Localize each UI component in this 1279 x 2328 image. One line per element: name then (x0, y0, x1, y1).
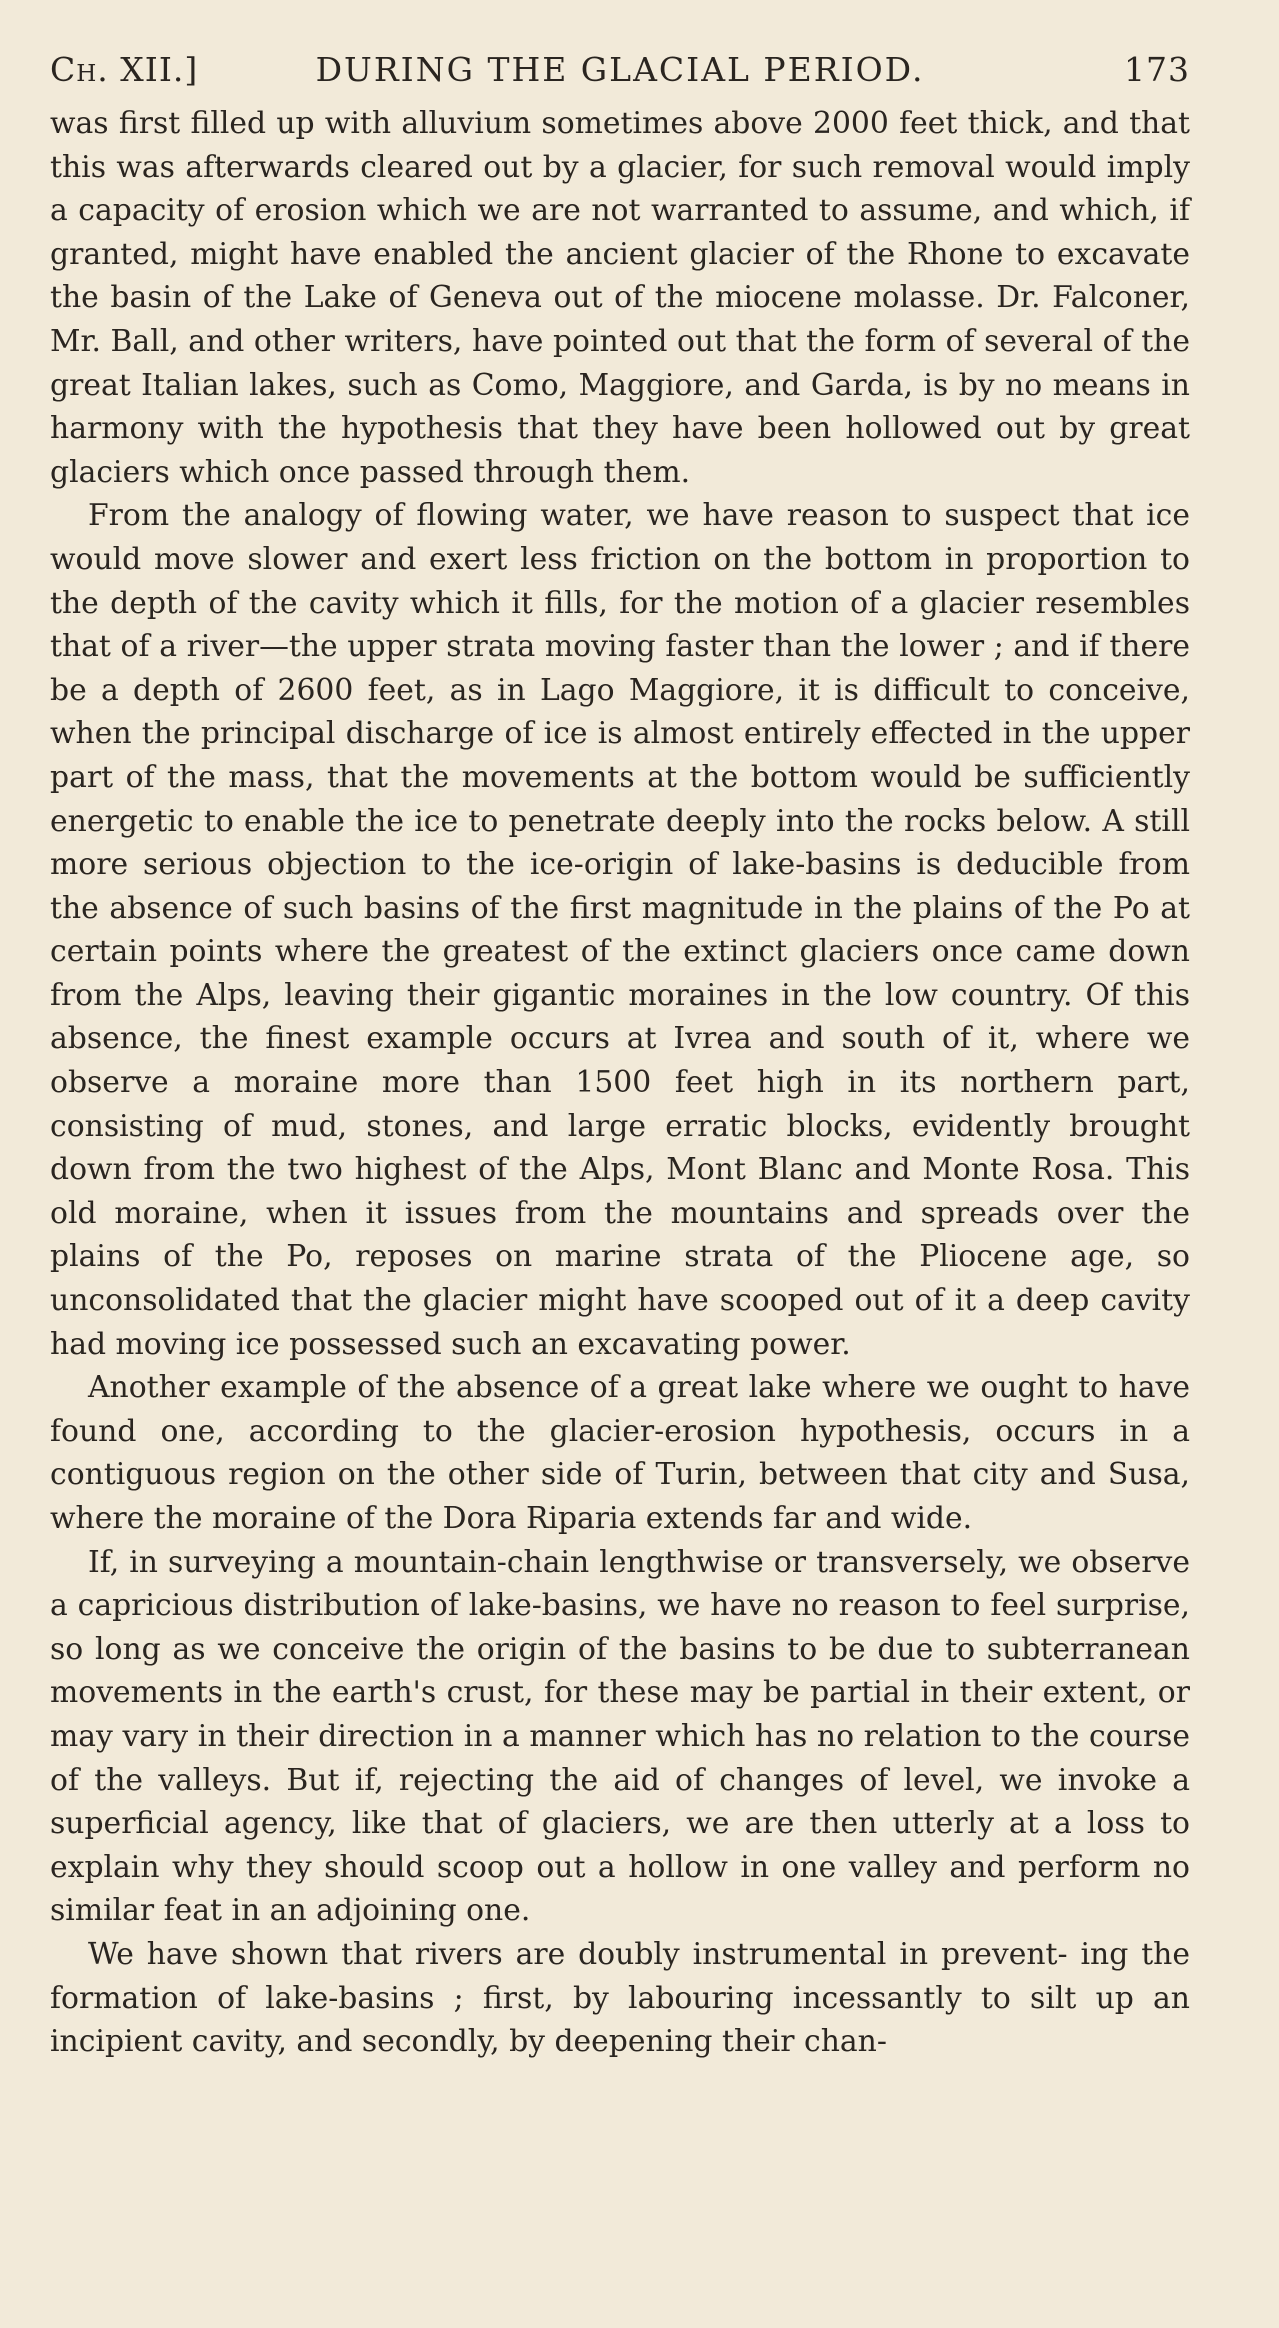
page-number: 173 (1124, 50, 1190, 89)
paragraph: From the analogy of flowing water, we have reason to suspect that ice would move slower and exert less friction on the bottom in proportion to the depth of the cavity which it fills, for the motion of a glacier resembles that of a river—the upper strata moving faster than the lower ; and if there be a depth of 2600 feet, as in Lago Maggiore, it is difficult to conceive, when the principal discharge of ice is almost entirely effected in the upper part of the mass, that the movements at the bottom would be sufficiently energetic to enable the ice to penetrate deeply into the rocks below. A still more serious objection to the ice-origin of lake-basins is deducible from the absence of such basins of the first magnitude in the plains of the Po at certain points where the greatest of the extinct glaciers once came down from the Alps, leaving their gigantic moraines in the low country. Of this absence, the finest example occurs at Ivrea and south of it, where we observe a moraine more than 1500 feet high in its northern part, consisting of mud, stones, and large erratic blocks, evidently brought down from the two highest of the Alps, Mont Blanc and Monte Rosa. This old moraine, when it issues from the mountains and spreads over the plains of the Po, reposes on marine strata of the Pliocene age, so unconsolidated that the glacier might have scooped out of it a deep cavity had moving ice possessed such an excavating power. (50, 498, 1190, 1362)
running-head (50, 50, 1190, 102)
book-page (50, 50, 1190, 2064)
paragraph: If, in surveying a mountain-chain lengthwise or transversely, we observe a capricious distribution of lake-basins, we have no reason to feel surprise, so long as we conceive the origin of the basins to be due to subterranean movements in the earth's crust, for these may be partial in their extent, or may vary in their direction in a manner which has no relation to the course of the valleys. But if, rejecting the aid of changes of level, we invoke a superficial agency, like that of glaciers, we are then utterly at a loss to explain why they should scoop out a hollow in one valley and perform no similar feat in an adjoining one. (50, 1544, 1190, 1929)
body-text (50, 102, 1190, 2064)
running-title: DURING THE GLACIAL PERIOD. (315, 50, 925, 89)
chapter-reference: Ch. XII.] (50, 50, 199, 89)
paragraph: We have shown that rivers are doubly instrumental in prevent- ing the formation of lake-basins ; first, by labouring incessantly to silt up an incipient cavity, and secondly, by deepening their chan- (50, 1936, 1190, 2060)
paragraph-continuation: was first filled up with alluvium sometimes above 2000 feet thick, and that this was afterwards cleared out by a glacier, for such removal would imply a capacity of erosion which we are not warranted to assume, and which, if granted, might have enabled the ancient glacier of the Rhone to excavate the basin of the Lake of Geneva out of the miocene molasse. Dr. Falconer, Mr. Ball, and other writers, have pointed out that the form of several of the great Italian lakes, such as Como, Maggiore, and Garda, is by no means in harmony with the hypothesis that they have been hollowed out by great glaciers which once passed through them. (50, 106, 1190, 490)
paragraph: Another example of the absence of a great lake where we ought to have found one, according to the glacier-erosion hypothesis, occurs in a contiguous region on the other side of Turin, between that city and Susa, where the moraine of the Dora Riparia extends far and wide. (50, 1370, 1190, 1536)
